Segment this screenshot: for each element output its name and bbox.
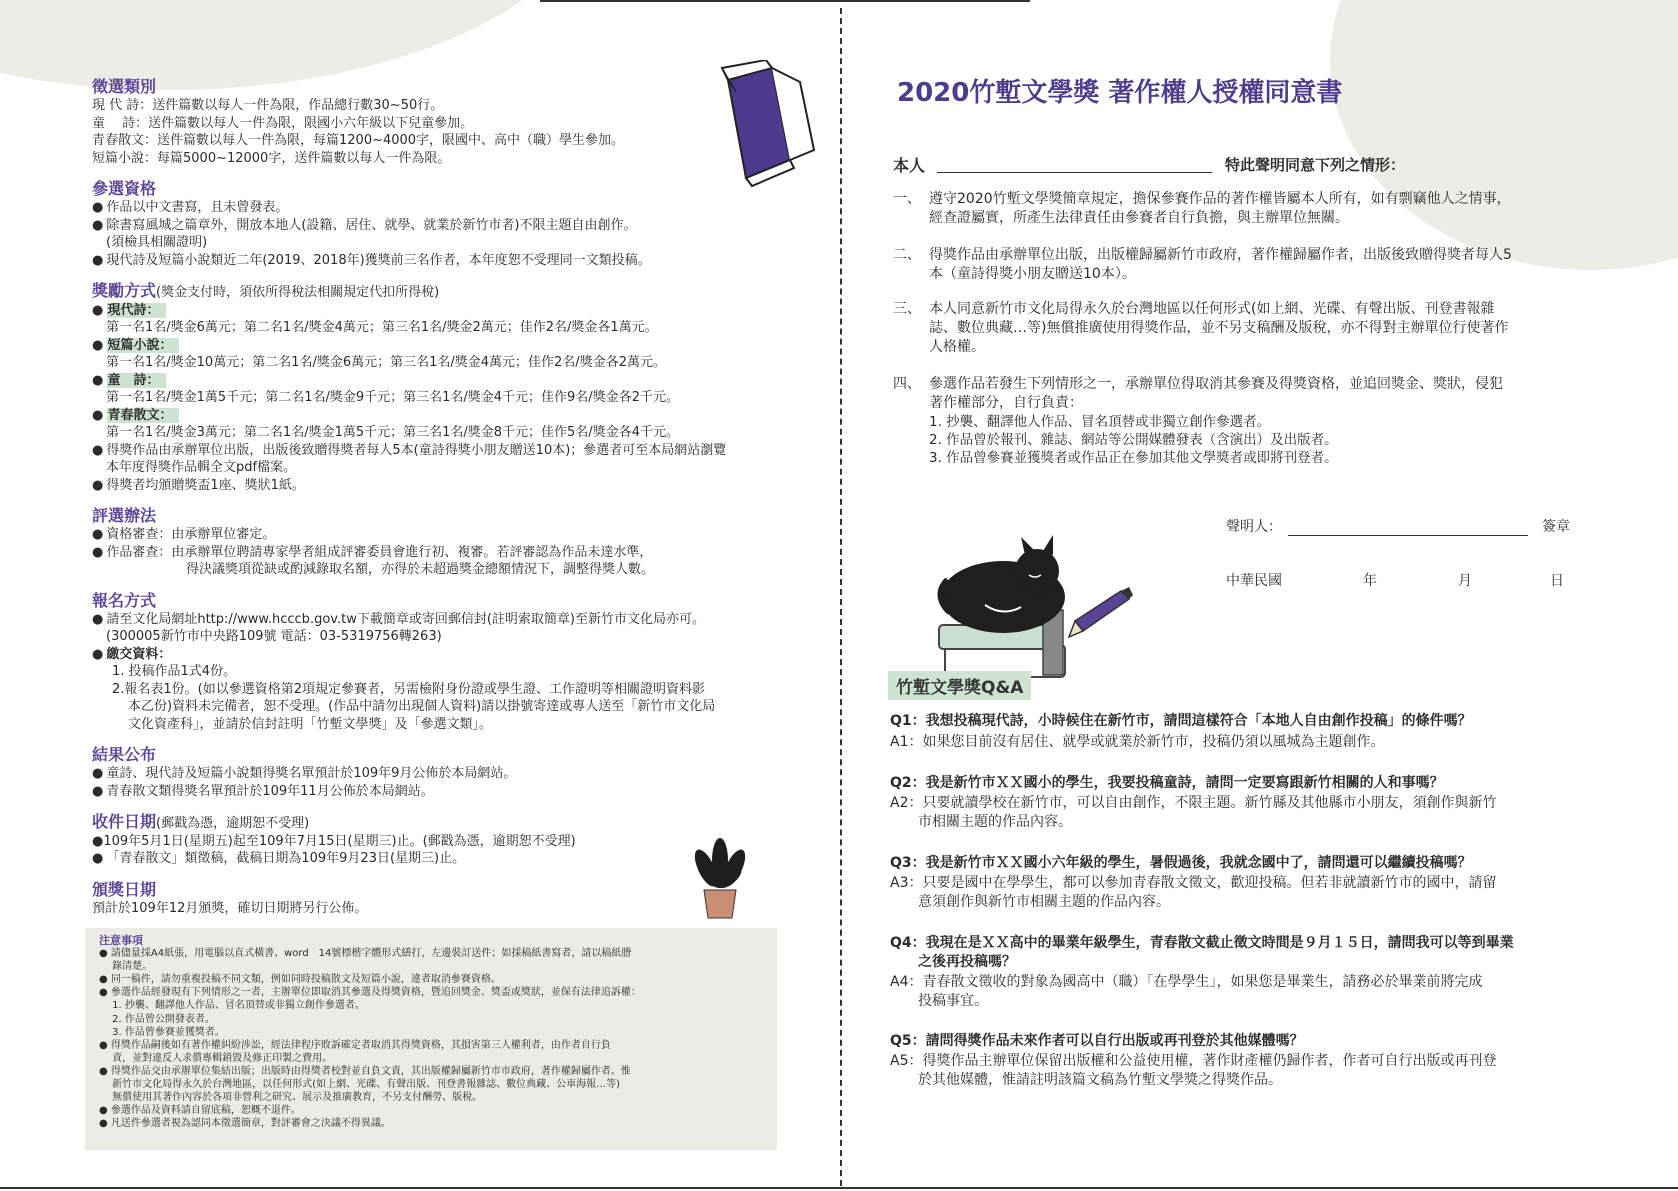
eligibility-line: ● 除書寫風城之篇章外，開放本地人(設籍、居住、就學、就業於新竹市者)不限主題自由創作。	[92, 217, 812, 235]
category-line: 現 代 詩：送件篇數以每人一件為限，作品總行數30~50行。	[92, 98, 444, 113]
eligibility-line: ● 現代詩及短篇小說類近二年(2019、2018年)獲獎前三名作者，本年度恕不受理同一文類投稿。	[92, 252, 812, 270]
registration-line: 1. 投稿作品1式4份。	[112, 664, 237, 679]
deadline-subtitle: (郵戳為憑，逾期恕不受理)	[156, 816, 310, 831]
declarant-signature-line[interactable]	[1288, 535, 1528, 536]
notes-line: ● 得獎作品交由承辦單位集結出版；出版時由得獎者校對並自負文責，其出版權歸屬新竹市市政府，著作權歸屬作者。惟	[99, 1065, 631, 1077]
me-statement: 特此聲明同意下列之情形：	[1225, 156, 1406, 174]
award-note: ● 得獎者均頒贈獎盃1座、獎狀1紙。	[92, 477, 812, 495]
notes-line: 3. 作品曾參賽並獲獎者。	[99, 1026, 225, 1038]
item-line: 2. 作品曾於報刊、雜誌、網站等公開媒體發表（含演出）及出版者。	[929, 432, 1338, 448]
cat-on-books-illustration	[925, 525, 1135, 683]
qa-question: 之後再投稿嗎？	[890, 954, 1016, 970]
notes-line: ● 凡送件參選者視為認同本徵選簡章，對評審會之決議不得異議。	[99, 1118, 391, 1130]
qa-question: Q5：請問得獎作品未來作者可以自行出版或再刊登於其他媒體嗎？	[890, 1033, 1304, 1049]
item-line: 人格權。	[929, 339, 985, 355]
section-title-registration: 報名方式	[92, 590, 157, 610]
award-detail: 第一名1名/獎金1萬5千元；第二名1名/獎金9千元；第三名1名/獎金4千元；佳作9名/獎金各2千元。	[106, 390, 679, 405]
registration-line: 2.報名表1份。(如以參選資格第2項規定參賽者，另需檢附身份證或學生證、工作證明等相關證明資料影	[112, 681, 706, 697]
eligibility-line: (須檢具相關證明)	[106, 235, 208, 250]
item-line: 參選作品若發生下列情形之一，承辦單位得取消其參賽及得獎資格，並追回獎金、獎狀，侵犯	[929, 376, 1503, 392]
notes-box	[85, 928, 777, 1150]
qa-answer: 於其他媒體，惟請註明該篇文稿為竹塹文學獎之得獎作品。	[890, 1072, 1282, 1088]
date-era: 中華民國	[1226, 573, 1282, 589]
seal-label: 簽章	[1542, 519, 1570, 535]
notes-line: 新竹市文化局得永久於台灣地區，以任何形式(如上網、光碟、有聲出版、刊登書報雜誌、數位典藏、公車海報…等)	[99, 1079, 620, 1091]
item-line: 經查證屬實，所產生法律責任由參賽者自行負擔，與主辦單位無關。	[929, 210, 1349, 226]
ceremony-line: 預計於109年12月頒獎，確切日期將另行公佈。	[92, 900, 368, 916]
award-category: ● 童 詩：	[92, 372, 812, 390]
declarant-label: 聲明人：	[1226, 519, 1282, 535]
item-line: 著作權部分，自行負責：	[929, 395, 1083, 411]
section-title-eligibility: 參選資格	[92, 179, 157, 198]
qa-answer: A5：得獎作品主辦單位保留出版權和公益使用權，著作財產權仍歸作者，作者可自行出版或再刊登	[890, 1053, 1497, 1069]
registration-line: (300005新竹市中央路109號 電話：03-5319756轉263)	[106, 629, 442, 644]
notes-line: ● 參選作品經發現有下列情形之一者，主辦單位即取消其參選及得獎資格，暨追回獎金、獎盃或獎狀，並保有法律追訴權：	[99, 987, 641, 999]
section-title-categories: 徵選類別	[92, 77, 157, 96]
deadline-line: ● 「青春散文」類徵稿，截稿日期為109年9月23日(星期三)止。	[92, 850, 812, 868]
results-line: ● 童詩、現代詩及短篇小說類得獎名單預計於109年9月公佈於本局網站。	[92, 765, 812, 783]
date-year: 年	[1363, 573, 1377, 589]
judging-line: 得決議獎項從缺或酌減錄取名額，亦得於未超過獎金總額情況下，調整得獎人數。	[186, 562, 655, 577]
item-number: 一、	[893, 191, 921, 207]
qa-answer: 市相關主題的作品內容。	[890, 814, 1072, 830]
item-line: 遵守2020竹塹文學獎簡章規定，擔保參賽作品的著作權皆屬本人所有，如有剽竊他人之情事，	[929, 191, 1511, 207]
item-number: 二、	[893, 247, 921, 263]
section-title-ceremony: 頒獎日期	[92, 879, 157, 899]
judging-line: ● 資格審查：由承辦單位審定。	[92, 526, 812, 544]
registration-line: 本乙份)資料未完備者，恕不受理。(作品中請勿出現個人資料)請以掛號寄達或專人送至「新竹市文化局	[128, 699, 716, 714]
registration-line: 文化資產科」，並請於信封註明「竹塹文學獎」及「參選文類」。	[128, 716, 493, 732]
qa-answer: 意須創作與新竹市相關主題的作品內容。	[890, 894, 1170, 910]
item-line: 得獎作品由承辦單位出版，出版權歸屬新竹市政府，著作權歸屬作者，出版後致贈得獎者每人5	[929, 247, 1512, 263]
category-line: 短篇小說：每篇5000~12000字，送件篇數以每人一件為限。	[92, 150, 451, 166]
registration-line: ● 請至文化局網址http://www.hcccb.gov.tw下載簡章或寄回郵信封(註明索取簡章)至新竹市文化局亦可。	[92, 611, 812, 629]
top-rule	[540, 0, 1030, 2]
bottom-rule	[0, 1187, 1678, 1189]
notes-line: ● 得獎作品嗣後如有著作權糾紛涉訟，經法律程序敗訴確定者取消其得獎資格，其損害第三人權利者，由作者自行負	[99, 1039, 611, 1051]
plant-illustration	[690, 838, 750, 920]
book-illustration	[720, 60, 820, 190]
section-title-results: 結果公布	[92, 745, 157, 764]
notes-line: 無償使用其著作內容於各項非營利之研究、展示及推廣教育，不另支付酬勞、版稅。	[99, 1092, 483, 1104]
notes-line: ● 參選作品及資料請自留底稿，恕概不退件。	[99, 1105, 301, 1117]
qa-question: Q3：我是新竹市ＸＸ國小六年級的學生，暑假過後，我就念國中了，請問還可以繼續投稿嗎？	[890, 855, 1472, 871]
notes-line: 2. 作品曾公開發表者。	[99, 1013, 215, 1025]
item-number: 四、	[893, 376, 921, 392]
notes-line: 錄清楚。	[99, 961, 153, 973]
me-label: 本人	[893, 156, 926, 175]
agreement-item	[893, 300, 1593, 375]
award-detail: 第一名1名/獎金3萬元；第二名1名/獎金1萬5千元；第三名1名/獎金8千元；佳作5名/獎金各4千元。	[106, 425, 679, 440]
award-category: ● 短篇小說：	[92, 337, 812, 355]
qa-answer: 投稿事宜。	[890, 993, 988, 1009]
award-note: ● 得獎作品由承辦單位出版，出版後致贈得獎者每人5本(童詩得獎小朋友贈送10本)；參選者可至本局網站瀏覽	[92, 442, 812, 460]
date-month: 月	[1458, 573, 1472, 589]
fold-divider	[840, 8, 842, 1186]
section-title-judging: 評選辦法	[92, 506, 157, 525]
award-detail: 第一名1名/獎金10萬元；第二名1名/獎金6萬元；第三名1名/獎金4萬元；佳作2名/獎金各2萬元。	[106, 355, 666, 370]
deadline-line: ●109年5月1日(星期五)起至109年7月15日(星期三)止。(郵戳為憑，逾期恕不受理)	[92, 833, 576, 849]
qa-question: Q1：我想投稿現代詩，小時候住在新竹市，請問這樣符合「本地人自由創作投稿」的條件嗎？	[890, 713, 1472, 729]
qa-question: Q4：我現在是ＸＸ高中的畢業年級學生，青春散文截止徵文時間是９月１５日，請問我可以等到畢業	[890, 935, 1514, 951]
category-line: 童 詩：送件篇數以每人一件為限，限國小六年級以下兒童參加。	[92, 115, 474, 131]
award-detail: 第一名1名/獎金6萬元；第二名1名/獎金4萬元；第三名1名/獎金2萬元；佳作2名/獎金各1萬元。	[106, 320, 658, 335]
agreement-item	[893, 375, 1593, 475]
eligibility-line: ● 作品以中文書寫，且未曾發表。	[92, 199, 812, 217]
agreement-item	[893, 246, 1593, 300]
qa-answer: A4：青春散文徵收的對象為國高中（職）「在學學生」，如果您是畢業生，請務必於畢業前將完成	[890, 974, 1483, 990]
section-title-awards: 獎勵方式	[92, 281, 157, 300]
notes-line: 1. 抄襲、翻譯他人作品、冒名頂替或非獨立創作參選者。	[99, 1000, 365, 1012]
award-category: ● 現代詩：	[92, 302, 812, 320]
left-page	[92, 74, 812, 917]
item-line: 誌、數位典藏…等)無償推廣使用得獎作品，並不另支稿酬及版稅，亦不得對主辦單位行使著作	[929, 320, 1509, 336]
notes-line: ● 請儘量採A4紙張，用電腦以直式橫書、word 14號標楷字體形式繕打，左邊裝訂送件；如採稿紙書寫者，請以稿紙謄	[99, 948, 632, 960]
notes-title: 注意事項	[99, 934, 143, 947]
registration-line: ● 繳交資料：	[92, 646, 812, 664]
item-line: 本人同意新竹市文化局得永久於台灣地區以任何形式(如上網、光碟、有聲出版、刊登書報雜	[929, 301, 1495, 317]
section-title-deadline: 收件日期	[92, 812, 157, 831]
item-number: 三、	[893, 301, 921, 317]
me-name-line[interactable]	[937, 172, 1212, 173]
notes-line: 責，並對違反人求償專輯銷毀及修正印製之費用。	[99, 1052, 333, 1064]
item-line: 本（童詩得獎小朋友贈送10本）。	[929, 266, 1136, 282]
awards-subtitle: (獎金支付時，須依所得稅法相關規定代扣所得稅)	[156, 285, 440, 300]
item-line: 1. 抄襲、翻譯他人作品、冒名頂替或非獨立創作參選者。	[929, 414, 1271, 430]
qa-question: Q2：我是新竹市ＸＸ國小的學生，我要投稿童詩，請問一定要寫跟新竹相關的人和事嗎？	[890, 775, 1444, 791]
section-awards-header	[92, 278, 812, 302]
item-line: 3. 作品曾參賽並獲獎者或作品正在參加其他文學獎者或即將刊登者。	[929, 450, 1338, 466]
agreement-item	[893, 190, 1593, 246]
notes-line: ● 同一稿件，請勿重複投稿不同文類，例如同時投稿散文及短篇小說，違者取消參賽資格。	[99, 974, 501, 986]
qa-tag: 竹塹文學獎Q&A	[888, 671, 1031, 700]
award-note: 本年度得獎作品輯全文pdf檔案。	[106, 460, 297, 475]
qa-answer: A2：只要就讀學校在新竹市，可以自由創作，不限主題。新竹縣及其他縣市小朋友，須創作與新竹	[890, 795, 1497, 811]
date-day: 日	[1550, 573, 1564, 589]
judging-line: ● 作品審查：由承辦單位聘請專家學者組成評審委員會進行初、複審。若評審認為作品未達水準，	[92, 544, 812, 562]
agreement-items	[893, 190, 1593, 475]
qa-answer: A1：如果您目前沒有居住、就學或就業於新竹市，投稿仍須以風城為主題創作。	[890, 734, 1385, 750]
results-line: ● 青春散文類得獎名單預計於109年11月公佈於本局網站。	[92, 783, 812, 801]
page-title: 2020竹塹文學獎 著作權人授權同意書	[897, 78, 1343, 108]
award-category: ● 青春散文：	[92, 407, 812, 425]
qa-answer: A3：只要是國中在學學生，都可以參加青春散文徵文，歡迎投稿。但若非就讀新竹市的國中，請留	[890, 875, 1497, 891]
category-line: 青春散文：送件篇數以每人一件為限，每篇1200~4000字，限國中、高中（職）學生參加。	[92, 133, 625, 148]
section-deadline-header	[92, 809, 812, 833]
